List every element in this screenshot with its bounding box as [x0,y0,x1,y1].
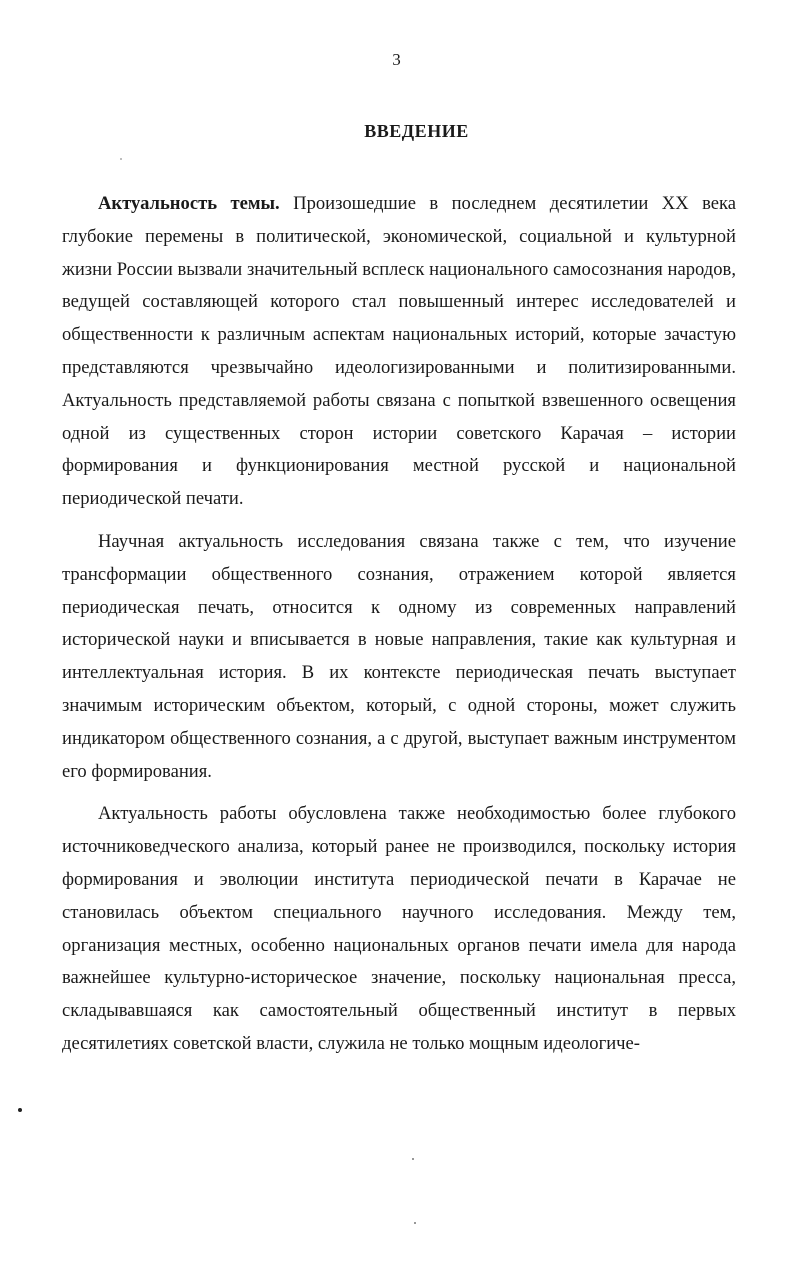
page-title: ВВЕДЕНИЕ [364,121,469,141]
paragraph-text: Актуальность работы обусловлена также необходимостью более глубокого источниковедческого анализа, который ранее не производился, поскольку история формирования и эволюции института периодической печати в Карачае не становилась объектом специального научного исследования. Между тем, организация местных, особенно национальных органов печати имела для народа важнейшее культурно-историческое значение, поскольку национальная пресса, складывавшаяся как самостоятельный общественный институт в первых десятилетиях советской власти, служила не только мощным идеологиче- [62,803,736,1054]
document-body [62,188,736,1071]
scan-speck [414,1222,416,1224]
paragraph-source-analysis [62,798,736,1060]
scan-speck [412,1158,414,1160]
paragraph-scientific-relevance [62,526,736,788]
scan-speck [120,158,122,160]
scan-speck [18,1108,22,1112]
paragraph-lead: Актуальность темы. [98,193,280,214]
page-number: 3 [392,50,401,69]
paragraph-text: Произошедшие в последнем десятилетии XX века глубокие перемены в политической, экономической, социальной и культурной жизни России вызвали значительный всплеск национального самосознания народов, ведущей составляющей которого стал повышенный интерес исследователей и общественности к различным аспектам национальных историй, которые зачастую представляются чрезвычайно идеологизированными и политизированными. Актуальность представляемой работы связана с попыткой взвешенного освещения одной из существенных сторон истории советского Карачая – истории формирования и функционирования местной русской и национальной периодической печати. [62,193,737,510]
paragraph-text: Научная актуальность исследования связана также с тем, что изучение трансформации общественного сознания, отражением которой является периодическая печать, относится к одному из современных направлений исторической науки и вписывается в новые направления, такие как культурная и интеллектуальная история. В их контексте периодическая печать выступает значимым историческим объектом, который, с одной стороны, может служить индикатором общественного сознания, а с другой, выступает важным инструментом его формирования. [62,530,736,782]
paragraph-relevance [62,188,736,516]
